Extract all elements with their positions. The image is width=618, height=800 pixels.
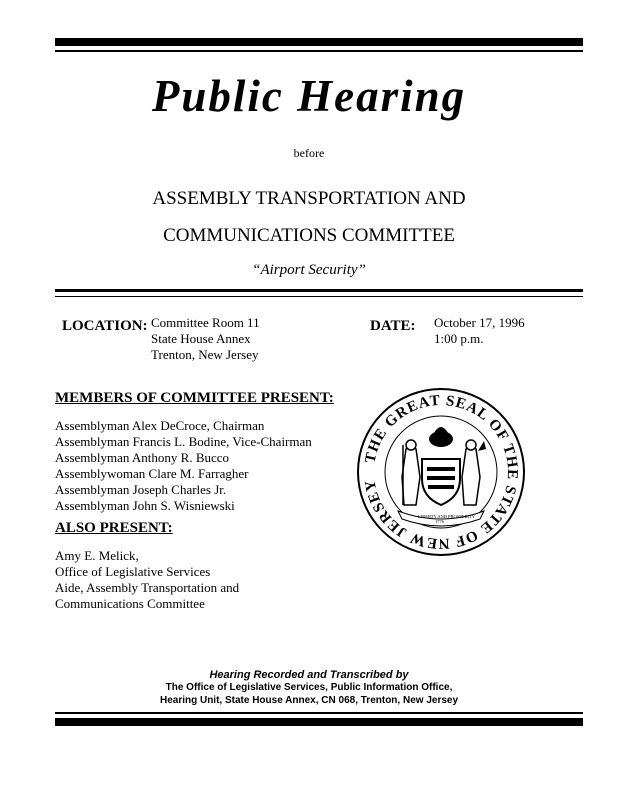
location-line: Committee Room 11	[151, 315, 260, 330]
bottom-thick-rule	[55, 718, 583, 726]
seal-ring-text: THE GREAT SEAL OF THE STATE OF NEW JERSEY	[362, 392, 521, 552]
seal-banner-left: LIBERTY AND	[418, 514, 448, 519]
members-list	[55, 418, 312, 514]
middle-thin-rule	[55, 296, 583, 297]
footer-title: Hearing Recorded and Transcribed by	[209, 669, 409, 681]
footer-line2: Hearing Unit, State House Annex, CN 068, Trenton, New Jersey	[159, 695, 459, 706]
list-item: Assemblyman Francis L. Bodine, Vice-Chairman	[55, 434, 312, 449]
location-label: LOCATION:	[62, 318, 148, 334]
top-thin-rule	[55, 50, 583, 52]
before-text: before	[293, 146, 325, 160]
list-item: Assemblyman Joseph Charles Jr.	[55, 482, 227, 497]
list-item: Communications Committee	[55, 596, 205, 611]
location-line: Trenton, New Jersey	[151, 347, 259, 362]
list-item: Office of Legislative Services	[55, 564, 211, 579]
location-line: State House Annex	[151, 331, 251, 346]
list-item: Amy E. Melick,	[55, 548, 139, 563]
state-seal-icon	[356, 387, 526, 557]
page-title: Public Hearing	[151, 71, 467, 121]
also-present-heading: ALSO PRESENT:	[55, 520, 173, 536]
footer-line1: The Office of Legislative Services, Public Information Office,	[165, 682, 453, 693]
seal-year: 1776	[435, 519, 444, 524]
list-item: Assemblywoman Clare M. Farragher	[55, 466, 249, 481]
date-label: DATE:	[370, 318, 416, 334]
hearing-subject: “Airport Security”	[252, 262, 366, 278]
seal-banner-right: PROSPERITY	[448, 514, 476, 519]
middle-thick-rule	[55, 289, 583, 292]
bottom-thin-rule	[55, 712, 583, 714]
date-value	[434, 315, 525, 347]
date-line: October 17, 1996	[434, 315, 525, 330]
location-value	[151, 315, 260, 363]
committee-name-line1: ASSEMBLY TRANSPORTATION AND	[152, 188, 466, 209]
date-line: 1:00 p.m.	[434, 331, 484, 346]
committee-name-line2: COMMUNICATIONS COMMITTEE	[163, 225, 455, 246]
also-present-list	[55, 548, 239, 612]
list-item: Assemblyman John S. Wisniewski	[55, 498, 235, 513]
top-thick-rule	[55, 38, 583, 46]
list-item: Aide, Assembly Transportation and	[55, 580, 240, 595]
members-heading: MEMBERS OF COMMITTEE PRESENT:	[55, 390, 334, 406]
list-item: Assemblyman Anthony R. Bucco	[55, 450, 230, 465]
list-item: Assemblyman Alex DeCroce, Chairman	[55, 418, 265, 433]
